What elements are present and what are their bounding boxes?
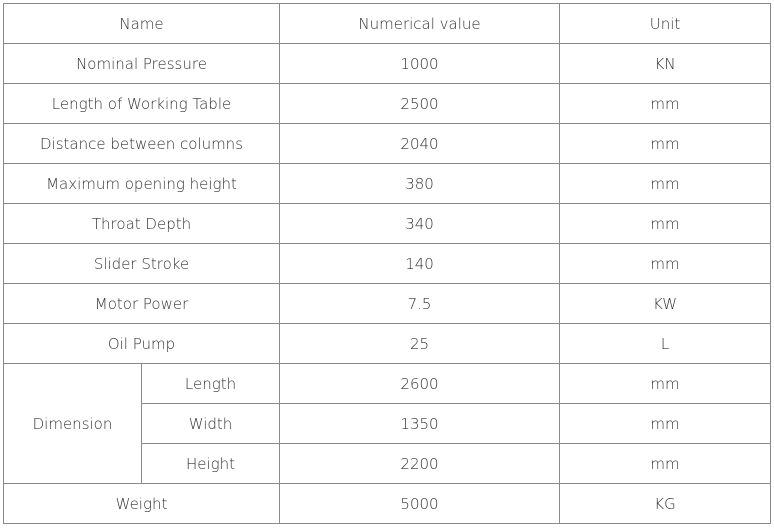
- row-name: Slider Stroke: [4, 244, 280, 284]
- row-name: Distance between columns: [4, 124, 280, 164]
- row-unit: KW: [560, 284, 771, 324]
- dimension-group-label: Dimension: [4, 364, 142, 484]
- row-value: 25: [280, 324, 560, 364]
- row-unit: KN: [560, 44, 771, 84]
- row-value: 2600: [280, 364, 560, 404]
- table-row: [4, 44, 771, 84]
- row-value: 340: [280, 204, 560, 244]
- row-unit: mm: [560, 364, 771, 404]
- row-value: 5000: [280, 484, 560, 524]
- table-row: [4, 284, 771, 324]
- row-value: 2200: [280, 444, 560, 484]
- table-row: [4, 124, 771, 164]
- row-name: Motor Power: [4, 284, 280, 324]
- row-value: 1000: [280, 44, 560, 84]
- table-row: [4, 84, 771, 124]
- row-unit: mm: [560, 164, 771, 204]
- table-row: [4, 364, 771, 404]
- row-name: Throat Depth: [4, 204, 280, 244]
- table-row: [4, 244, 771, 284]
- row-unit: mm: [560, 404, 771, 444]
- row-name: Height: [142, 444, 280, 484]
- header-name: Name: [4, 4, 280, 44]
- table-row: [4, 324, 771, 364]
- header-unit: Unit: [560, 4, 771, 44]
- spec-table: [3, 3, 771, 524]
- row-name: Length of Working Table: [4, 84, 280, 124]
- row-name: Width: [142, 404, 280, 444]
- row-name: Nominal Pressure: [4, 44, 280, 84]
- row-unit: mm: [560, 444, 771, 484]
- header-value: Numerical value: [280, 4, 560, 44]
- row-unit: L: [560, 324, 771, 364]
- row-unit: mm: [560, 84, 771, 124]
- row-value: 140: [280, 244, 560, 284]
- row-unit: KG: [560, 484, 771, 524]
- row-value: 2040: [280, 124, 560, 164]
- table-row: [4, 164, 771, 204]
- row-value: 7.5: [280, 284, 560, 324]
- row-value: 380: [280, 164, 560, 204]
- row-name: Maximum opening height: [4, 164, 280, 204]
- row-unit: mm: [560, 124, 771, 164]
- row-name: Oil Pump: [4, 324, 280, 364]
- row-value: 1350: [280, 404, 560, 444]
- row-unit: mm: [560, 244, 771, 284]
- header-row: [4, 4, 771, 44]
- row-name: Weight: [4, 484, 280, 524]
- row-value: 2500: [280, 84, 560, 124]
- table-row: [4, 484, 771, 524]
- row-unit: mm: [560, 204, 771, 244]
- table-row: [4, 204, 771, 244]
- row-name: Length: [142, 364, 280, 404]
